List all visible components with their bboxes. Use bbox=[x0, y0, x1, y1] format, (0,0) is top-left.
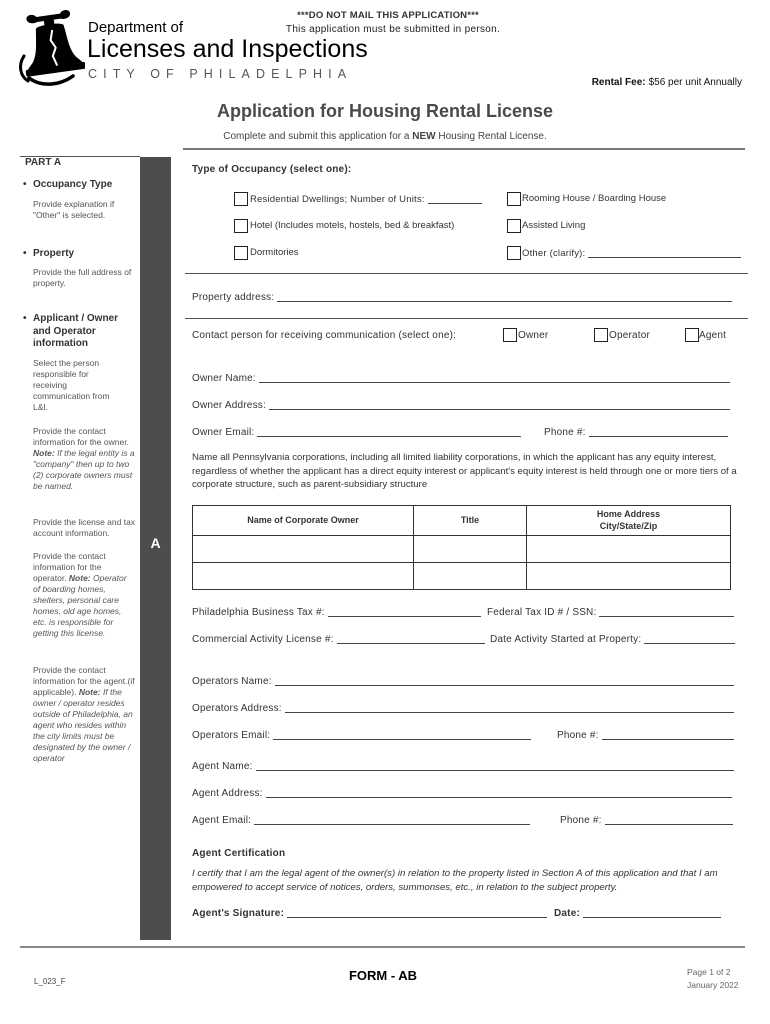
column-header-address-line1: Home Address bbox=[596, 509, 661, 519]
sidebar-note-license: Provide the license and tax account information. bbox=[33, 517, 136, 538]
commercial-license-label: Commercial Activity License #: bbox=[192, 634, 334, 645]
corporate-owner-address-cell[interactable] bbox=[527, 563, 731, 590]
operator-address-label: Operators Address: bbox=[192, 703, 282, 714]
corporate-owner-title-cell[interactable] bbox=[414, 563, 527, 590]
bullet: • bbox=[23, 248, 27, 259]
occupancy-option-dormitories: Dormitories bbox=[250, 247, 299, 258]
business-tax-label: Philadelphia Business Tax #: bbox=[192, 607, 325, 618]
sidebar-heading-text: Property bbox=[33, 248, 75, 259]
footer-divider bbox=[20, 946, 745, 948]
sidebar-note-operator bbox=[33, 551, 133, 639]
agent-phone-label: Phone #: bbox=[560, 815, 602, 826]
rental-fee-value: $56 per unit Annually bbox=[648, 77, 742, 88]
table-row bbox=[193, 563, 731, 590]
corporate-owner-table bbox=[192, 505, 731, 590]
sidebar-heading-text: Applicant / Owner and Operator information bbox=[33, 313, 119, 349]
agent-email-label: Agent Email: bbox=[192, 815, 252, 826]
rooming-house-checkbox[interactable] bbox=[507, 192, 521, 206]
signature-date-row bbox=[554, 907, 721, 920]
table-header-row bbox=[193, 506, 731, 536]
operator-address-field[interactable] bbox=[285, 704, 734, 713]
activity-date-field[interactable] bbox=[644, 635, 735, 644]
sidebar-note-occupancy: Provide explanation if "Other" is selected. bbox=[33, 199, 115, 220]
subtitle-text: Complete and submit this application for a bbox=[223, 131, 413, 142]
note-text: Provide the contact information for the agent.(if applicable). bbox=[33, 665, 135, 697]
rental-fee-label: Rental Fee: bbox=[591, 77, 646, 88]
hotel-checkbox[interactable] bbox=[234, 219, 248, 233]
occupancy-option-other bbox=[522, 247, 741, 260]
form-code: L_023_F bbox=[34, 977, 66, 986]
department-label: Department of bbox=[88, 19, 184, 36]
signature-date-field[interactable] bbox=[583, 909, 721, 918]
agent-signature-field[interactable] bbox=[287, 909, 547, 918]
agent-email-row bbox=[192, 814, 530, 827]
contact-person-label: Contact person for receiving communication (select one): bbox=[192, 330, 457, 341]
owner-phone-field[interactable] bbox=[589, 428, 728, 437]
subtitle-text-end: Housing Rental License. bbox=[435, 131, 547, 142]
operator-phone-field[interactable] bbox=[602, 731, 734, 740]
corporate-owner-name-cell[interactable] bbox=[193, 536, 414, 563]
business-tax-field[interactable] bbox=[328, 608, 481, 617]
certification-heading: Agent Certification bbox=[192, 848, 286, 859]
occupancy-option-rooming-house: Rooming House / Boarding House bbox=[522, 193, 667, 204]
contact-operator-checkbox[interactable] bbox=[594, 328, 608, 342]
owner-phone-row bbox=[544, 426, 728, 439]
city-name: CITY OF PHILADELPHIA bbox=[88, 67, 353, 81]
note-text: Provide the contact information for the owner. bbox=[33, 426, 129, 447]
column-header-address-line2: City/State/Zip bbox=[599, 520, 658, 531]
revision-date: January 2022 bbox=[687, 980, 739, 990]
operator-name-label: Operators Name: bbox=[192, 676, 272, 687]
in-person-notice: This application must be submitted in person. bbox=[285, 24, 501, 35]
owner-email-row bbox=[192, 426, 521, 439]
header-divider bbox=[183, 148, 745, 150]
part-a-label: PART A bbox=[25, 157, 62, 168]
page-info bbox=[687, 966, 739, 992]
note-label: Note: bbox=[78, 687, 101, 697]
owner-name-label: Owner Name: bbox=[192, 373, 256, 384]
owner-phone-label: Phone #: bbox=[544, 427, 586, 438]
contact-agent-checkbox[interactable] bbox=[685, 328, 699, 342]
agent-phone-field[interactable] bbox=[605, 816, 733, 825]
form-name: FORM - AB bbox=[348, 968, 418, 983]
sidebar-heading-occupancy bbox=[23, 179, 112, 192]
operator-phone-label: Phone #: bbox=[557, 730, 599, 741]
note-body: If the legal entity is a "company" then up to two (2) corporate owners must be named. bbox=[33, 448, 135, 491]
owner-address-label: Owner Address: bbox=[192, 400, 266, 411]
operator-email-label: Operators Email: bbox=[192, 730, 271, 741]
assisted-living-checkbox[interactable] bbox=[507, 219, 521, 233]
sidebar-heading-applicant bbox=[23, 313, 125, 351]
owner-name-field[interactable] bbox=[259, 374, 730, 383]
owner-name-row bbox=[192, 372, 730, 385]
federal-tax-row bbox=[487, 606, 734, 619]
agent-email-field[interactable] bbox=[254, 816, 530, 825]
operator-email-field[interactable] bbox=[273, 731, 531, 740]
agent-signature-label: Agent's Signature: bbox=[192, 908, 285, 919]
sidebar-heading-property bbox=[23, 248, 74, 261]
owner-email-field[interactable] bbox=[257, 428, 521, 437]
sidebar-note-agent bbox=[33, 665, 137, 776]
property-divider bbox=[185, 318, 748, 319]
signature-date-label: Date: bbox=[554, 908, 581, 919]
corporate-owner-name-cell[interactable] bbox=[193, 563, 414, 590]
property-address-label: Property address: bbox=[192, 292, 275, 303]
page-title: Application for Housing Rental License bbox=[216, 101, 554, 121]
agency-name: Licenses and Inspections bbox=[87, 35, 368, 63]
liberty-bell-icon bbox=[17, 10, 85, 88]
section-letter: A bbox=[150, 535, 161, 551]
residential-checkbox[interactable] bbox=[234, 192, 248, 206]
agent-address-field[interactable] bbox=[266, 789, 732, 798]
operator-name-field[interactable] bbox=[275, 677, 734, 686]
contact-owner-checkbox[interactable] bbox=[503, 328, 517, 342]
occupancy-option-hotel: Hotel (Includes motels, hostels, bed & breakfast) bbox=[250, 220, 455, 231]
column-header-address bbox=[527, 506, 731, 536]
owner-email-label: Owner Email: bbox=[192, 427, 255, 438]
option-label: Residential Dwellings; Number of Units: bbox=[250, 194, 425, 205]
do-not-mail-notice: ***DO NOT MAIL THIS APPLICATION*** bbox=[297, 10, 479, 21]
page-subtitle bbox=[0, 131, 770, 142]
commercial-license-field[interactable] bbox=[337, 635, 485, 644]
corporate-owner-address-cell[interactable] bbox=[527, 536, 731, 563]
corporations-instruction: Name all Pennsylvania corporations, including all limited liability corporations, in which the applicant has any equity interest, regardless of whether the applicant has a direct equity interest or applicant's equity interest is held through one or more tiers of a corporate structure, such as parent-subsidiary structure bbox=[192, 452, 737, 490]
corporate-owner-title-cell[interactable] bbox=[414, 536, 527, 563]
note-body: If the owner / operator resides outside of Philadelphia, an agent who resides within the city limits must be designated by the owner / operator bbox=[33, 687, 133, 763]
agent-phone-row bbox=[560, 814, 733, 827]
operator-email-row bbox=[192, 729, 531, 742]
note-label: Note: bbox=[68, 573, 91, 583]
contact-agent-label: Agent bbox=[699, 330, 727, 341]
agent-signature-row bbox=[192, 907, 547, 920]
sidebar-heading-text: Occupancy Type bbox=[33, 179, 113, 190]
note-label: Note: bbox=[33, 448, 55, 458]
sidebar-note-property: Provide the full address of property. bbox=[33, 267, 132, 288]
dormitories-checkbox[interactable] bbox=[234, 246, 248, 260]
commercial-license-row bbox=[192, 633, 485, 646]
sidebar-note-select-person: Select the person responsible for receiving communication from L&I. bbox=[33, 358, 110, 412]
table-row bbox=[193, 536, 731, 563]
agent-name-row bbox=[192, 760, 734, 773]
page-number: Page 1 of 2 bbox=[687, 967, 731, 977]
property-address-field[interactable] bbox=[277, 293, 732, 302]
occupancy-option-residential bbox=[250, 193, 482, 206]
agent-name-label: Agent Name: bbox=[192, 761, 253, 772]
operator-address-row bbox=[192, 702, 734, 715]
business-tax-row bbox=[192, 606, 481, 619]
owner-address-field[interactable] bbox=[269, 401, 730, 410]
bullet: • bbox=[23, 313, 27, 324]
agent-name-field[interactable] bbox=[256, 762, 734, 771]
owner-address-row bbox=[192, 399, 730, 412]
column-header-title: Title bbox=[414, 506, 527, 536]
operator-name-row bbox=[192, 675, 734, 688]
occupancy-heading: Type of Occupancy (select one): bbox=[192, 164, 352, 175]
activity-date-row bbox=[490, 633, 735, 646]
other-checkbox[interactable] bbox=[507, 246, 521, 260]
certification-statement: I certify that I am the legal agent of the owner(s) in relation to the property listed in Section A of this application and that I am empowered to accept service of notices, orders, summonses, etc., in relation to the subject property. bbox=[192, 868, 718, 893]
note-body: Operator of boarding homes, shelters, personal care homes, old age homes, etc. is responsible for getting this license. bbox=[33, 573, 127, 638]
activity-date-label: Date Activity Started at Property: bbox=[490, 634, 642, 645]
federal-tax-label: Federal Tax ID # / SSN: bbox=[487, 607, 597, 618]
number-of-units-field[interactable] bbox=[428, 195, 482, 204]
option-label: Other (clarify): bbox=[522, 248, 586, 259]
federal-tax-field[interactable] bbox=[599, 608, 734, 617]
note-text: Provide the contact information for the operator. bbox=[33, 551, 106, 583]
column-header-name: Name of Corporate Owner bbox=[193, 506, 414, 536]
operator-phone-row bbox=[557, 729, 734, 742]
property-address-row bbox=[192, 291, 732, 304]
bullet: • bbox=[23, 179, 27, 190]
contact-owner-label: Owner bbox=[518, 330, 549, 341]
agent-address-label: Agent Address: bbox=[192, 788, 263, 799]
rental-fee bbox=[592, 77, 742, 88]
other-clarify-field[interactable] bbox=[588, 249, 741, 258]
agent-address-row bbox=[192, 787, 732, 800]
occupancy-divider bbox=[185, 273, 748, 274]
subtitle-emphasis: NEW bbox=[412, 131, 436, 142]
sidebar-note-owner bbox=[33, 426, 137, 492]
occupancy-option-assisted-living: Assisted Living bbox=[522, 220, 586, 231]
contact-operator-label: Operator bbox=[609, 330, 651, 341]
